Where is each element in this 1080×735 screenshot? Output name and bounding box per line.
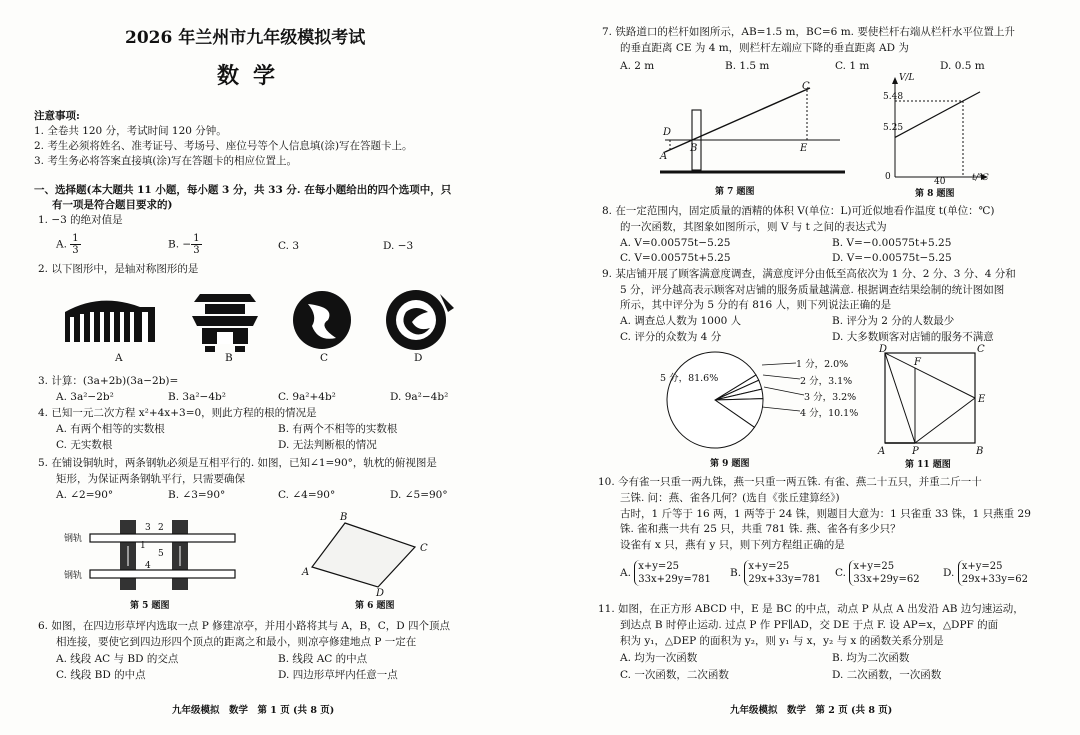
fig5-rail-bottom-label: 钢轨: [64, 571, 83, 581]
q6-option-d: D. 四边形草坪内任意一点: [278, 669, 398, 681]
fig8-x-label: t/℃: [972, 173, 989, 183]
q3-option-c: C. 9a²+4b²: [278, 391, 336, 403]
q5-option-a: A. ∠2=90°: [56, 489, 114, 501]
q11-option-d: D. 二次函数，一次函数: [832, 669, 942, 681]
q11-option-c: C. 一次函数，二次函数: [620, 669, 729, 681]
q9-option-b: B. 评分为 2 分的人数最少: [832, 315, 955, 327]
fig11-point-p: P: [912, 446, 919, 457]
q11-stem-cont: 到达点 B 时停止运动. 过点 P 作 PF∥AD，交 DE 于点 F. 设 AP=x，△DPF 的面: [620, 619, 999, 631]
q6-stem-cont: 相连接，要使它到四边形四个顶点的距离之和最小，则凉亭修建地点 P 一定在: [56, 636, 417, 648]
q11-option-a: A. 均为一次函数: [620, 652, 698, 664]
fig8-y-tick: 5.48: [883, 92, 904, 102]
fig5-angle-3: 3: [145, 523, 151, 533]
q9-option-d: D. 大多数顾客对店铺的服务不满意: [832, 331, 994, 343]
q9-stem-cont: 5 分，评分越高表示顾客对店铺的服务质量越满意. 根据调查结果绘制的统计图如图: [620, 284, 1005, 296]
fig9-label-3: 3 分，3.2%: [804, 392, 857, 403]
fig5-caption: 第 5 题图: [130, 601, 170, 611]
q5-option-d: D. ∠5=90°: [390, 489, 448, 501]
fig6-point-a: A: [302, 567, 310, 578]
notice-item: 2. 考生必须将姓名、准考证号、考场号、座位号等个人信息填(涂)写在答题卡上。: [34, 140, 413, 152]
section-heading-cont: 有一项是符合题目要求的): [52, 199, 173, 211]
exam-title: 2026 年兰州市九年级模拟考试: [125, 28, 366, 48]
fig9-caption: 第 9 题图: [710, 459, 750, 469]
fig5-angle-1: 1: [140, 541, 146, 551]
page-2: [540, 0, 1080, 735]
fig9-leader-line: [763, 375, 800, 379]
q3-option-d: D. 9a²−4b²: [390, 391, 449, 403]
q2-label-a: A: [115, 352, 123, 364]
fig8-caption: 第 8 题图: [915, 189, 955, 199]
q7-option-c: C. 1 m: [835, 60, 870, 72]
figure-9-pie-chart: [650, 345, 820, 455]
fig7-point-e: E: [800, 143, 808, 154]
q1-stem: 1. −3 的绝对值是: [38, 214, 123, 226]
q10-option-c: C. x+y=25 33x+29y=62: [835, 561, 920, 585]
q10-stem-cont: 三铢. 问：燕、雀各几何？(选自《张丘建算经》): [620, 492, 840, 504]
q10-stem-cont: 古时，1 斤等于 16 两，1 两等于 24 铢，则题目大意为：1 只雀重 33 铢，1 只燕重 29: [620, 508, 1031, 520]
q7-stem: 7. 铁路道口的栏杆如图所示，AB=1.5 m，BC=6 m. 要使栏杆右端从栏杆水平位置上升: [602, 26, 1015, 38]
q5-option-b: B. ∠3=90°: [168, 489, 226, 501]
fig9-label-4: 4 分，10.1%: [800, 408, 859, 419]
figure-8-line-chart: [855, 72, 995, 187]
q4-option-c: C. 无实数根: [56, 439, 113, 451]
fig7-caption: 第 7 题图: [715, 187, 755, 197]
q2-label-d: D: [414, 352, 423, 364]
fig9-label-1: 1 分，2.0%: [796, 359, 849, 370]
q8-option-d: D. V=−0.00575t−5.25: [832, 252, 952, 264]
fig8-series-line: [895, 92, 980, 138]
fig11-caption: 第 11 题图: [905, 460, 951, 470]
q9-option-c: C. 评分的众数为 4 分: [620, 331, 722, 343]
q6-stem: 6. 如图，在四边形草坪内选取一点 P 修建凉亭，并用小路将其与 A，B，C，D 四个顶点: [38, 620, 451, 632]
fig5-angle-5: 5: [158, 549, 164, 559]
fig6-point-c: C: [420, 543, 428, 554]
q5-stem: 5. 在铺设铜轨时，两条钢轨必须是互相平行的. 如图，已知∠1=90°，轨枕的俯视图是: [38, 457, 437, 469]
q11-stem-cont: 积为 y₁，△DEP 的面积为 y₂，则 y₁ 与 x，y₂ 与 x 的函数关系分别是: [620, 635, 944, 647]
figure-d-logo: [386, 290, 454, 350]
fig11-point-f: F: [914, 357, 921, 368]
q3-option-b: B. 3a²−4b²: [168, 391, 226, 403]
q8-stem: 8. 在一定范围内，固定质量的酒精的体积 V(单位：L)可近似地看作温度 t(单位：℃): [602, 205, 995, 217]
q3-stem: 3. 计算：(3a+2b)(3a−2b)=: [38, 375, 179, 387]
q7-option-b: B. 1.5 m: [725, 60, 770, 72]
q4-option-b: B. 有两个不相等的实数根: [278, 423, 398, 435]
notice-item: 3. 考生务必将答案直接填(涂)写在答题卡的相应位置上。: [34, 155, 298, 167]
q3-option-a: A. 3a²−2b²: [56, 391, 114, 403]
q10-stem-cont: 设雀有 x 只，燕有 y 只，则下列方程组正确的是: [620, 539, 845, 551]
fig6-point-d: D: [376, 588, 385, 599]
fig7-point-a: A: [660, 151, 668, 162]
q11-option-b: B. 均为二次函数: [832, 652, 910, 664]
q9-stem: 9. 某店铺开展了顾客满意度调查，满意度评分由低至高依次为 1 分、2 分、3 分、4 分和: [602, 268, 1016, 280]
fig6-point-b: B: [340, 512, 348, 523]
page-1-footer: 九年级模拟 数学 第 1 页 (共 8 页): [172, 705, 335, 716]
q6-option-c: C. 线段 BD 的中点: [56, 669, 146, 681]
notice-heading: 注意事项:: [34, 110, 80, 122]
figure-7-railway-barrier: [655, 80, 855, 185]
q5-stem-cont: 矩形，为保证两条钢轨平行，只需要确保: [56, 473, 245, 485]
q1-option-d: D. −3: [383, 240, 414, 252]
q7-option-a: A. 2 m: [620, 60, 655, 72]
q1-option-b: B. − $\frac{1}{3}$: [168, 233, 200, 256]
fig7-point-c: C: [802, 81, 810, 92]
q10-option-d: D. x+y=25 29x+33y=62: [943, 561, 1028, 585]
q6-option-b: B. 线段 AC 的中点: [278, 653, 368, 665]
q8-option-a: A. V=0.00575t−5.25: [620, 237, 731, 249]
q1-option-a: A. $\frac{1}{3}$: [56, 233, 79, 256]
fig11-point-d: D: [879, 344, 888, 355]
q10-option-b: B. x+y=25 29x+33y=781: [730, 561, 821, 585]
fig8-x-tick: 40: [934, 177, 946, 187]
q10-option-a: A. x+y=25 33x+29y=781: [620, 561, 711, 585]
q4-stem: 4. 已知一元二次方程 x²+4x+3=0，则此方程的根的情况是: [38, 407, 317, 419]
fig7-point-b: B: [690, 143, 698, 154]
fig9-leader-line: [762, 407, 800, 411]
page-2-footer: 九年级模拟 数学 第 2 页 (共 8 页): [730, 705, 893, 716]
fig6-caption: 第 6 题图: [355, 601, 395, 611]
q10-stem-cont: 铢. 雀和燕一共有 25 只，共重 781 铢. 燕、雀各有多少只？: [620, 523, 901, 535]
fig9-leader-line: [762, 363, 796, 365]
q2-label-c: C: [320, 352, 329, 364]
fig5-angle-4: 4: [145, 561, 151, 571]
figure-a-building: [65, 301, 155, 342]
notice-item: 1. 全卷共 120 分，考试时间 120 分钟。: [34, 125, 227, 137]
q2-stem: 2. 以下图形中，是轴对称图形的是: [38, 263, 199, 275]
figure-c-logo: [293, 291, 351, 349]
fig8-y-label: V/L: [899, 73, 915, 83]
fig5-rail-top-label: 钢轨: [64, 534, 83, 544]
q6-option-a: A. 线段 AC 与 BD 的交点: [56, 653, 179, 665]
q2-label-b: B: [225, 352, 233, 364]
fig7-point-d: D: [663, 127, 672, 138]
fig9-leader-line: [764, 387, 804, 395]
q5-option-c: C. ∠4=90°: [278, 489, 336, 501]
section-heading: 一、选择题(本大题共 11 小题，每小题 3 分，共 33 分. 在每小题给出的四个选项中，只: [34, 184, 452, 196]
q4-option-a: A. 有两个相等的实数根: [56, 423, 165, 435]
figure-b-pavilion: [192, 294, 258, 352]
fig11-point-e: E: [978, 394, 986, 405]
subject-title: 数学: [217, 63, 290, 89]
q7-option-d: D. 0.5 m: [940, 60, 985, 72]
q1-option-c: C. 3: [278, 240, 300, 252]
fig11-point-c: C: [977, 344, 985, 355]
q4-option-d: D. 无法判断根的情况: [278, 439, 377, 451]
fig5-angle-2: 2: [158, 523, 164, 533]
fig8-y-tick: 5.25: [883, 123, 904, 133]
q10-stem: 10. 今有雀一只重一两九铢，燕一只重一两五铢. 有雀、燕二十五只，并重二斤一十: [598, 476, 982, 488]
figure-6-quadrilateral: [300, 515, 430, 600]
fig8-origin: 0: [885, 172, 891, 182]
figure-11-square: [875, 345, 985, 455]
q8-option-c: C. V=0.00575t+5.25: [620, 252, 731, 264]
q9-option-a: A. 调查总人数为 1000 人: [620, 315, 742, 327]
q8-option-b: B. V=−0.00575t+5.25: [832, 237, 952, 249]
q8-stem-cont: 的一次函数，其图象如图所示，则 V 与 t 之间的表达式为: [620, 221, 887, 233]
fig11-point-b: B: [976, 446, 984, 457]
q7-stem-cont: 的垂直距离 CE 为 4 m，则栏杆左端应下降的垂直距离 AD 为: [620, 42, 909, 54]
fig11-point-a: A: [878, 446, 886, 457]
fig9-label-2: 2 分，3.1%: [800, 376, 853, 387]
q11-stem: 11. 如图，在正方形 ABCD 中，E 是 BC 的中点，动点 P 从点 A 出发沿 AB 边匀速运动，: [598, 603, 1024, 615]
fig9-label-5: 5 分，81.6%: [660, 373, 719, 384]
q9-stem-cont: 所示，其中评分为 5 分的有 816 人，则下列说法正确的是: [620, 299, 892, 311]
